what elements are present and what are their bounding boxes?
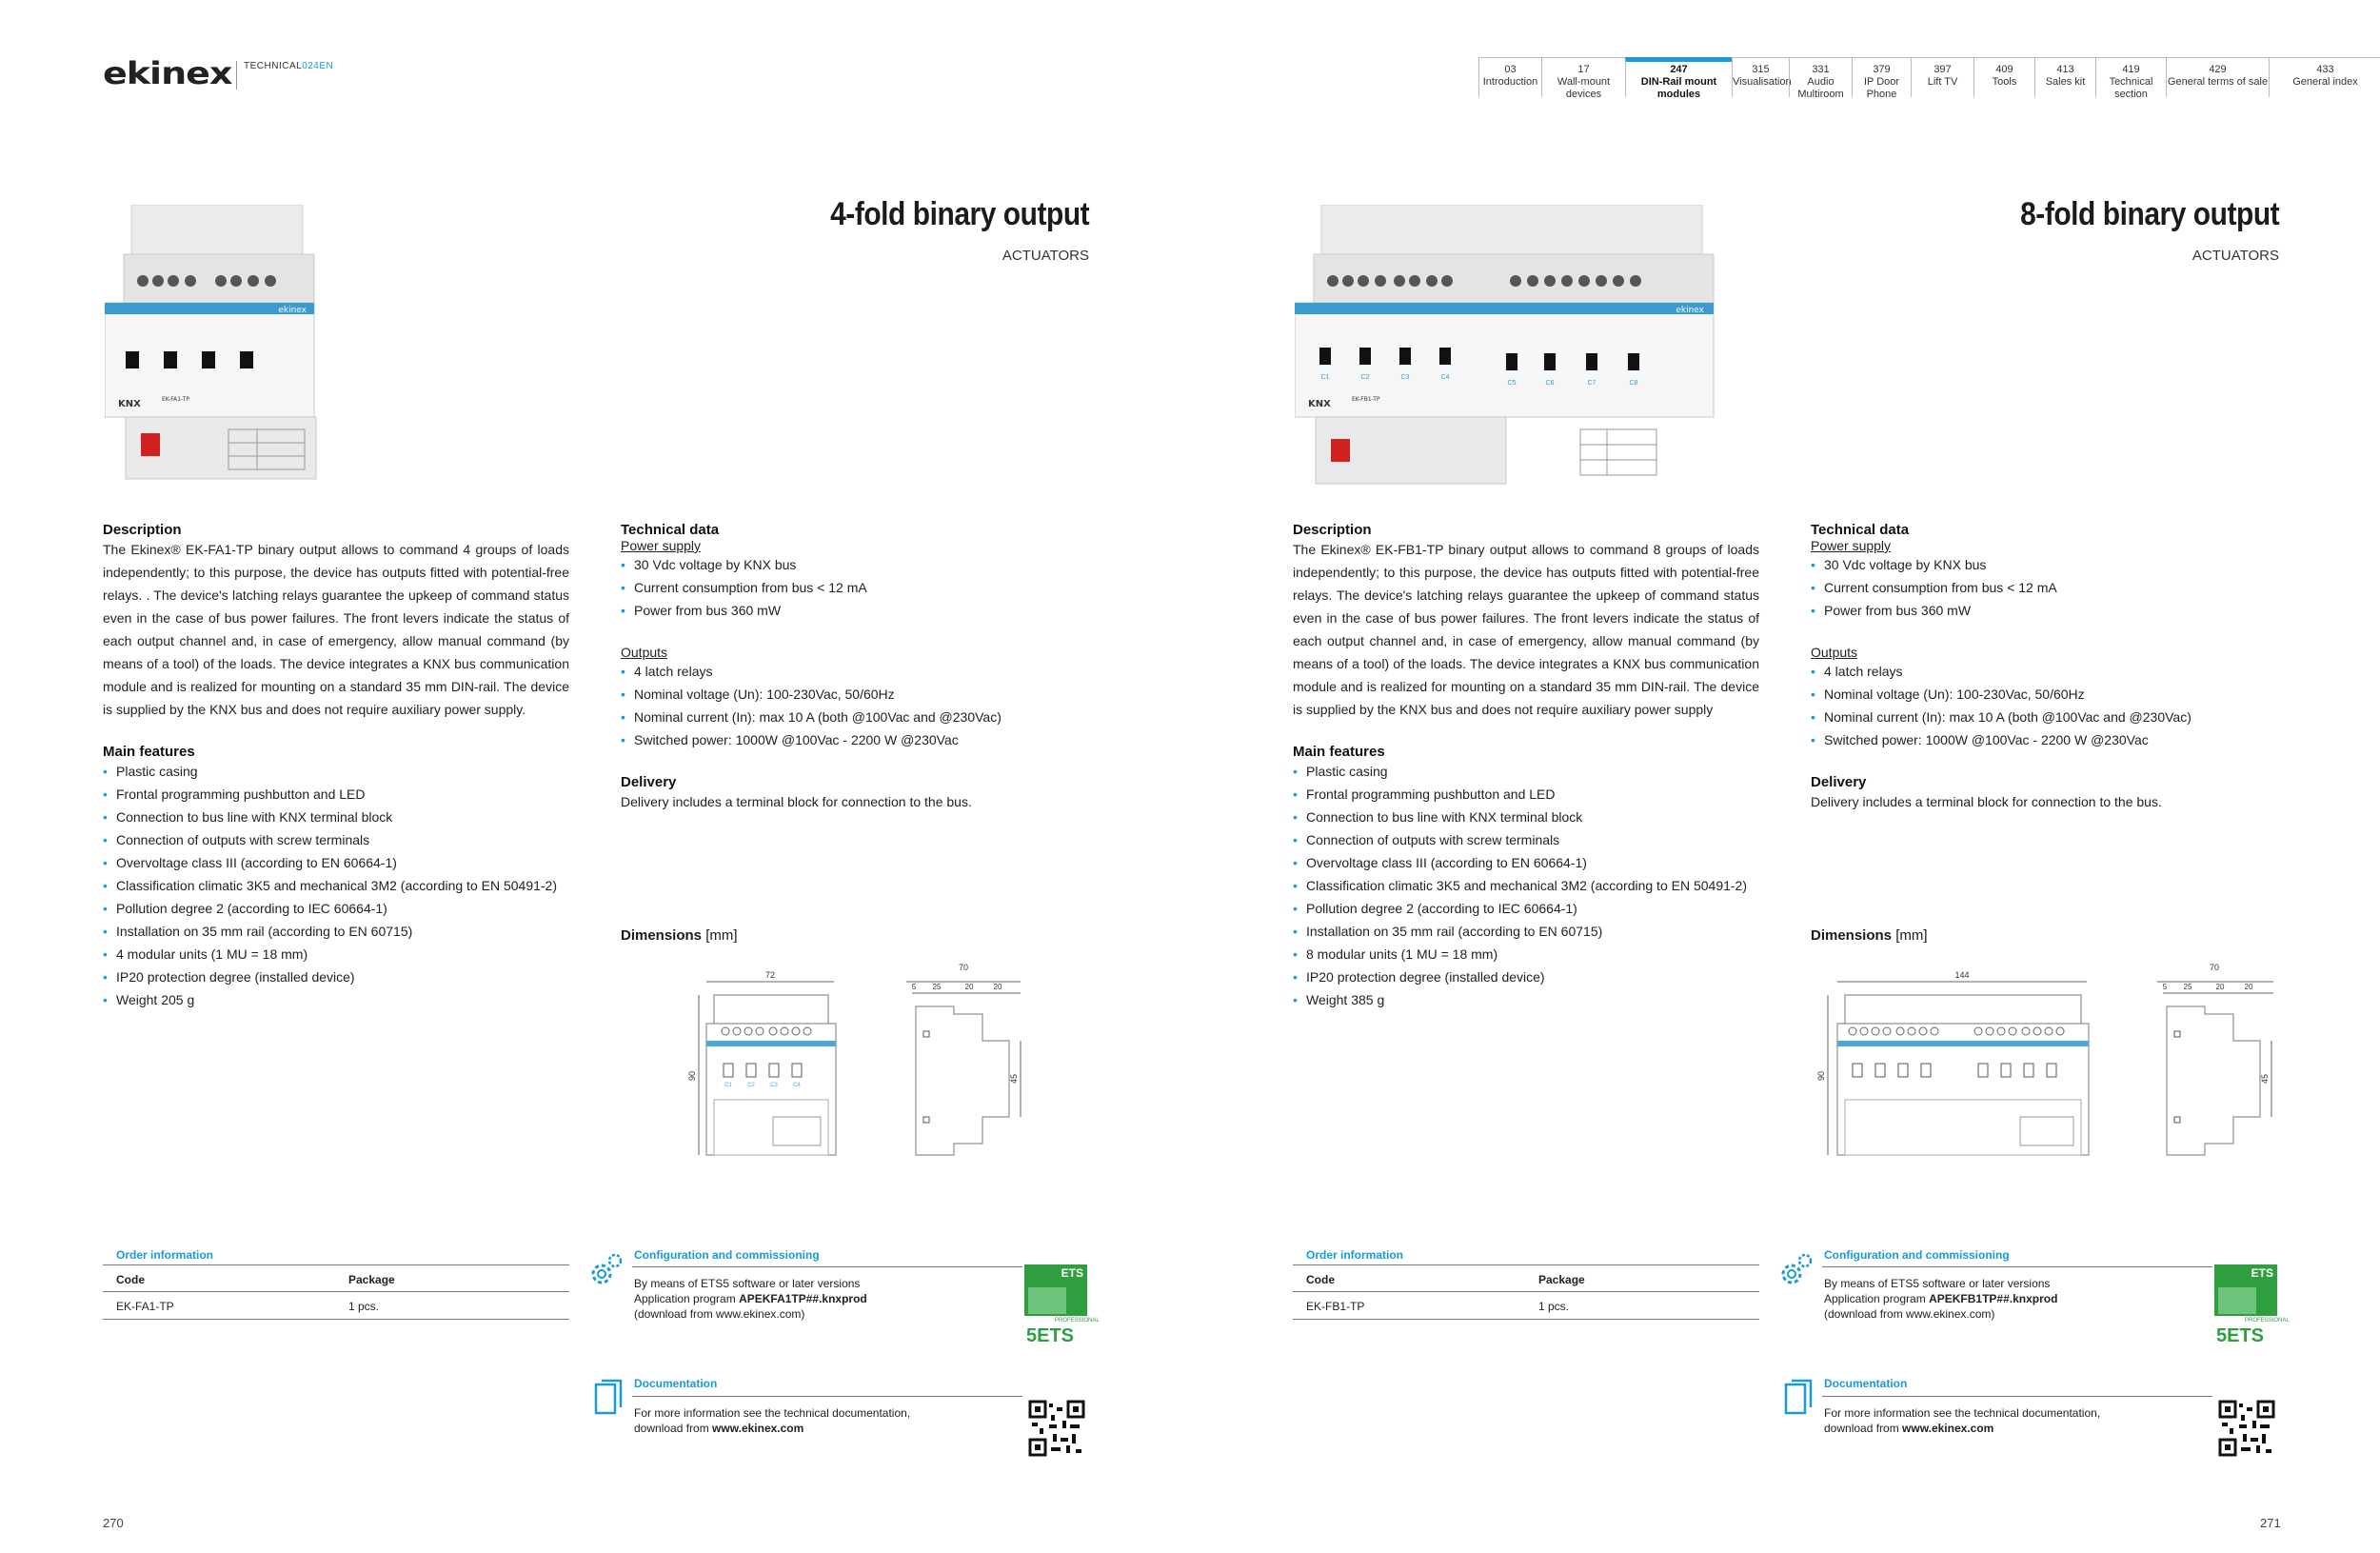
application-program: APEKFB1TP##.knxprod (1929, 1292, 2058, 1305)
config-line: By means of ETS5 software or later versions (634, 1277, 861, 1290)
list-item: • Weight 385 g (1293, 988, 1759, 1011)
config-title: Configuration and commissioning (634, 1248, 820, 1262)
doc-divider (632, 1396, 1022, 1397)
nav-page: 247 (1670, 64, 1688, 75)
features-list (1293, 760, 1759, 1011)
description-text: The Ekinex® EK-FB1-TP binary output allows to command 8 groups of loads independently; to this purpose, the device has outputs fitted with potential-free relays. The device's latching relays guarantee the upkeep of command status even in the case of bus power failures. The front levers indicate the status of each output channel and, in case of emergency, allow manual command (by means of a tool) of the loads. The device integrates a KNX bus communication module and is realized for mounting on a standard 35 mm DIN-rail. The device is supplied by the KNX bus and does not require auxiliary power supply (1293, 542, 1759, 717)
power-supply-heading: Power supply (1811, 538, 1892, 553)
dim-depth-label: 70 (958, 963, 969, 972)
doc-link-line (1824, 1421, 2100, 1436)
list-item: • Nominal current (In): max 10 A (both @100Vac and @230Vac) (1811, 706, 2287, 728)
order-info-title: Order information (116, 1248, 214, 1262)
list-item: • Nominal voltage (Un): 100-230Vac, 50/60Hz (1811, 683, 2287, 706)
config-text (634, 1276, 867, 1322)
list-item: • Plastic casing (103, 760, 569, 783)
order-divider (1293, 1319, 1759, 1320)
dim-segment: 25 (932, 983, 942, 991)
application-program: APEKFA1TP##.knxprod (739, 1292, 867, 1305)
config-app-line (634, 1291, 867, 1306)
order-divider (1293, 1264, 1759, 1265)
nav-label: DIN-Rail mount modules (1640, 76, 1717, 100)
dim-depth-label: 70 (2209, 963, 2220, 972)
list-item: • Installation on 35 mm rail (according to EN 60715) (103, 920, 569, 943)
description-heading: Description (103, 522, 182, 538)
ets5-logo-text: 5ETS (1026, 1325, 1075, 1346)
technical-data-section (621, 522, 1097, 813)
dim-height-label: 90 (687, 1070, 697, 1082)
order-info-title: Order information (1306, 1248, 1404, 1262)
list-item: • Power from bus 360 mW (621, 599, 1097, 622)
ets-badge-label: ETS (1061, 1266, 1083, 1280)
qr-code-icon[interactable] (2218, 1400, 2275, 1457)
features-heading: Main features (1293, 744, 1385, 760)
dimension-drawing-4fold (685, 957, 1028, 1166)
ets-badge-label: ETS (2251, 1266, 2273, 1280)
doc-prefix: download from (634, 1422, 713, 1435)
doc-line: For more information see the technical documentation, (634, 1406, 911, 1420)
nav-label: Introduction (1482, 76, 1538, 88)
list-item: • Classification climatic 3K5 and mechanical 3M2 (according to EN 50491-2) (1293, 874, 1759, 897)
nav-page: 03 (1504, 64, 1517, 75)
delivery-text: Delivery includes a terminal block for connection to the bus. (621, 794, 972, 809)
doc-divider (1822, 1396, 2212, 1397)
nav-item-index[interactable] (2269, 57, 2380, 97)
dimensions-unit: [mm] (705, 927, 738, 944)
channel-label: C3 (770, 1083, 778, 1088)
doc-link-line (634, 1421, 910, 1436)
knx-logo: KNX (118, 399, 141, 409)
config-line: (download from www.ekinex.com) (634, 1307, 805, 1321)
ets-pro-label: PROFESSIONAL (2245, 1318, 2290, 1324)
order-code: EK-FA1-TP (116, 1300, 174, 1313)
description-section (1293, 522, 1759, 1011)
list-item: • 30 Vdc voltage by KNX bus (1811, 553, 2287, 576)
config-line: By means of ETS5 software or later versions (1824, 1277, 2051, 1290)
config-text (1824, 1276, 2057, 1322)
order-divider (103, 1264, 569, 1265)
documentation-text (1824, 1405, 2100, 1436)
doc-link[interactable]: www.ekinex.com (1902, 1422, 1994, 1435)
product-image-4fold (105, 205, 333, 486)
list-item: • Power from bus 360 mW (1811, 599, 2287, 622)
list-item: • 4 modular units (1 MU = 18 mm) (103, 943, 569, 966)
config-app-prefix: Application program (634, 1292, 740, 1305)
dim-side-height-label: 45 (2260, 1073, 2270, 1085)
order-col-code: Code (1306, 1273, 1335, 1286)
order-col-code: Code (116, 1273, 145, 1286)
ets-pro-label: PROFESSIONAL (1055, 1318, 1100, 1324)
tech-prefix: TECHNICAL (244, 61, 303, 71)
nav-label: Tools (1992, 76, 2017, 88)
product-title: 8-fold binary output (2019, 196, 2279, 232)
dim-segment: 20 (993, 983, 1002, 991)
nav-item-audio[interactable] (1789, 57, 1852, 100)
channel-label: C4 (793, 1083, 801, 1088)
order-divider (1293, 1291, 1759, 1292)
list-item: • IP20 protection degree (installed device) (1293, 966, 1759, 988)
nav-page: 315 (1752, 64, 1770, 75)
ets-graphic (1028, 1287, 1066, 1314)
features-list (103, 760, 569, 1011)
nav-page: 413 (2056, 64, 2074, 75)
dimensions-label: Dimensions (621, 927, 703, 944)
dim-height-label: 90 (1816, 1070, 1826, 1082)
page-number: 271 (2260, 1516, 2281, 1530)
ets-graphic (2218, 1287, 2256, 1314)
list-item: • Current consumption from bus < 12 mA (621, 576, 1097, 599)
documentation-text (634, 1405, 910, 1436)
order-divider (103, 1291, 569, 1292)
list-item: • Classification climatic 3K5 and mechanical 3M2 (according to EN 50491-2) (103, 874, 569, 897)
list-item: • Pollution degree 2 (according to IEC 60664-1) (1293, 897, 1759, 920)
product-category: ACTUATORS (2192, 248, 2279, 264)
power-supply-list (1811, 553, 2287, 622)
delivery-heading: Delivery (621, 774, 677, 790)
document-icon (592, 1379, 625, 1417)
outputs-heading: Outputs (1811, 645, 1858, 660)
nav-page: 397 (1934, 64, 1952, 75)
outputs-list (1811, 660, 2287, 751)
list-item: • Plastic casing (1293, 760, 1759, 783)
dim-segment: 20 (2244, 983, 2253, 991)
delivery-heading: Delivery (1811, 774, 1867, 790)
order-divider (103, 1319, 569, 1320)
config-divider (1822, 1266, 2212, 1267)
description-heading: Description (1293, 522, 1372, 538)
nav-label: Sales kit (2045, 76, 2086, 88)
list-item: • Connection to bus line with KNX terminal block (1293, 806, 1759, 828)
outputs-heading: Outputs (621, 645, 668, 660)
brand-logo: ekinex (103, 55, 232, 91)
nav-item-door-phone[interactable] (1852, 57, 1911, 100)
list-item: • Overvoltage class III (according to EN 60664-1) (103, 851, 569, 874)
list-item: • Installation on 35 mm rail (according to EN 60715) (1293, 920, 1759, 943)
channel-label: C8 (1629, 380, 1638, 387)
list-item: • Nominal current (In): max 10 A (both @100Vac and @230Vac) (621, 706, 1097, 728)
logo-divider (236, 61, 237, 90)
ets5-badge (1024, 1264, 1100, 1352)
section-nav (1478, 57, 2380, 100)
description-section (103, 522, 569, 1011)
list-item: • Connection of outputs with screw terminals (103, 828, 569, 851)
nav-page: 379 (1873, 64, 1891, 75)
dim-width-label: 72 (764, 970, 776, 980)
config-app-prefix: Application program (1824, 1292, 1930, 1305)
dim-segment: 25 (2183, 983, 2192, 991)
nav-item-visualisation[interactable] (1732, 57, 1792, 97)
nav-item-terms[interactable] (2166, 57, 2269, 97)
technical-catalog-label (244, 61, 333, 71)
list-item: • Current consumption from bus < 12 mA (1811, 576, 2287, 599)
channel-label: C5 (1507, 380, 1517, 387)
config-app-line (1824, 1291, 2057, 1306)
dimensions-label: Dimensions (1811, 927, 1893, 944)
nav-item-sales-kit[interactable] (2034, 57, 2095, 97)
config-divider (632, 1266, 1022, 1267)
documentation-title: Documentation (1824, 1377, 1908, 1390)
list-item: • 8 modular units (1 MU = 18 mm) (1293, 943, 1759, 966)
nav-item-wall-mount[interactable] (1541, 57, 1625, 100)
technical-data-heading: Technical data (1811, 522, 1910, 538)
nav-page: 429 (2209, 64, 2227, 75)
nav-label: General terms of sale (2167, 76, 2269, 88)
device-model: EK-FB1-TP (1352, 396, 1380, 403)
page-number: 270 (103, 1516, 124, 1530)
order-col-package: Package (348, 1273, 395, 1286)
channel-label: C1 (724, 1083, 732, 1088)
order-package: 1 pcs. (1538, 1300, 1570, 1313)
nav-page: 419 (2122, 64, 2140, 75)
list-item: • Switched power: 1000W @100Vac - 2200 W @230Vac (1811, 728, 2287, 751)
knx-logo: KNX (1308, 399, 1331, 409)
product-category: ACTUATORS (1002, 248, 1089, 264)
dim-segment: 20 (964, 983, 974, 991)
dim-segment: 5 (2162, 983, 2168, 991)
channel-label: C2 (747, 1083, 755, 1088)
documentation-title: Documentation (634, 1377, 718, 1390)
nav-label: IP Door Phone (1863, 76, 1900, 100)
doc-prefix: download from (1824, 1422, 1903, 1435)
list-item: • Overvoltage class III (according to EN 60664-1) (1293, 851, 1759, 874)
channel-label: C1 (1320, 374, 1330, 381)
power-supply-list (621, 553, 1097, 622)
channel-label: C4 (1440, 374, 1450, 381)
nav-item-din-rail[interactable] (1625, 57, 1732, 100)
tech-code: 024EN (302, 61, 334, 71)
qr-code-icon[interactable] (1028, 1400, 1085, 1457)
product-image-8fold (1295, 205, 1733, 490)
nav-item-technical[interactable] (2095, 57, 2166, 100)
nav-page: 409 (1995, 64, 2013, 75)
order-col-package: Package (1538, 1273, 1585, 1286)
list-item: • IP20 protection degree (installed device) (103, 966, 569, 988)
nav-label: Lift TV (1927, 76, 1958, 88)
list-item: • Frontal programming pushbutton and LED (1293, 783, 1759, 806)
document-icon (1782, 1379, 1815, 1417)
channel-label: C2 (1360, 374, 1370, 381)
doc-line: For more information see the technical documentation, (1824, 1406, 2101, 1420)
ets5-logo-text: 5ETS (2216, 1325, 2265, 1346)
nav-label: Visualisation (1733, 76, 1792, 88)
nav-label: Technical section (2109, 76, 2153, 100)
gear-icon (1778, 1251, 1815, 1289)
dimension-drawing-8fold (1809, 957, 2285, 1166)
device-brand: ekinex (278, 306, 307, 315)
dim-segment: 5 (911, 983, 917, 991)
channel-label: C7 (1587, 380, 1597, 387)
nav-item-lift-tv[interactable] (1911, 57, 1973, 97)
order-code: EK-FB1-TP (1306, 1300, 1365, 1313)
gear-icon (588, 1251, 625, 1289)
config-title: Configuration and commissioning (1824, 1248, 2010, 1262)
ets5-badge (2214, 1264, 2290, 1352)
list-item: • Frontal programming pushbutton and LED (103, 783, 569, 806)
channel-label: C6 (1545, 380, 1555, 387)
product-title: 4-fold binary output (829, 196, 1089, 232)
list-item: • Switched power: 1000W @100Vac - 2200 W @230Vac (621, 728, 1097, 751)
power-supply-heading: Power supply (621, 538, 702, 553)
dim-width-label: 144 (1954, 970, 1970, 980)
list-item: • 30 Vdc voltage by KNX bus (621, 553, 1097, 576)
nav-page: 331 (1812, 64, 1830, 75)
device-model: EK-FA1-TP (162, 396, 189, 403)
nav-page: 17 (1577, 64, 1590, 75)
channel-label: C3 (1400, 374, 1410, 381)
nav-label: Wall-mount devices (1557, 76, 1611, 100)
list-item: • Weight 205 g (103, 988, 569, 1011)
list-item: • Pollution degree 2 (according to IEC 60664-1) (103, 897, 569, 920)
nav-item-introduction[interactable] (1478, 57, 1541, 97)
order-package: 1 pcs. (348, 1300, 380, 1313)
nav-label: Audio Multiroom (1797, 76, 1844, 100)
list-item: • 4 latch relays (1811, 660, 2287, 683)
features-heading: Main features (103, 744, 195, 760)
dimensions-unit: [mm] (1895, 927, 1928, 944)
dim-segment: 20 (2215, 983, 2225, 991)
technical-data-section (1811, 522, 2287, 813)
nav-label: General index (2292, 76, 2358, 88)
delivery-text: Delivery includes a terminal block for connection to the bus. (1811, 794, 2162, 809)
list-item: • Nominal voltage (Un): 100-230Vac, 50/60Hz (621, 683, 1097, 706)
device-brand: ekinex (1676, 306, 1704, 315)
outputs-list (621, 660, 1097, 751)
description-text: The Ekinex® EK-FA1-TP binary output allows to command 4 groups of loads independently; to this purpose, the device has outputs fitted with potential-free relays. . The device's latching relays guarantee the upkeep of command status even in the case of bus power failures. The front levers indicate the status of each output channel and, in case of emergency, allow manual command (by means of a tool) of the loads. The device integrates a KNX bus communication module and is realized for mounting on a standard 35 mm DIN-rail. The device is supplied by the KNX bus and does not require auxiliary power supply. (103, 542, 569, 717)
dimensions-heading (1811, 927, 1928, 944)
doc-link[interactable]: www.ekinex.com (712, 1422, 804, 1435)
nav-item-tools[interactable] (1973, 57, 2034, 97)
technical-data-heading: Technical data (621, 522, 720, 538)
dim-side-height-label: 45 (1009, 1073, 1019, 1085)
nav-page: 433 (2316, 64, 2334, 75)
config-line: (download from www.ekinex.com) (1824, 1307, 1995, 1321)
list-item: • 4 latch relays (621, 660, 1097, 683)
list-item: • Connection to bus line with KNX terminal block (103, 806, 569, 828)
list-item: • Connection of outputs with screw terminals (1293, 828, 1759, 851)
dimensions-heading (621, 927, 738, 944)
